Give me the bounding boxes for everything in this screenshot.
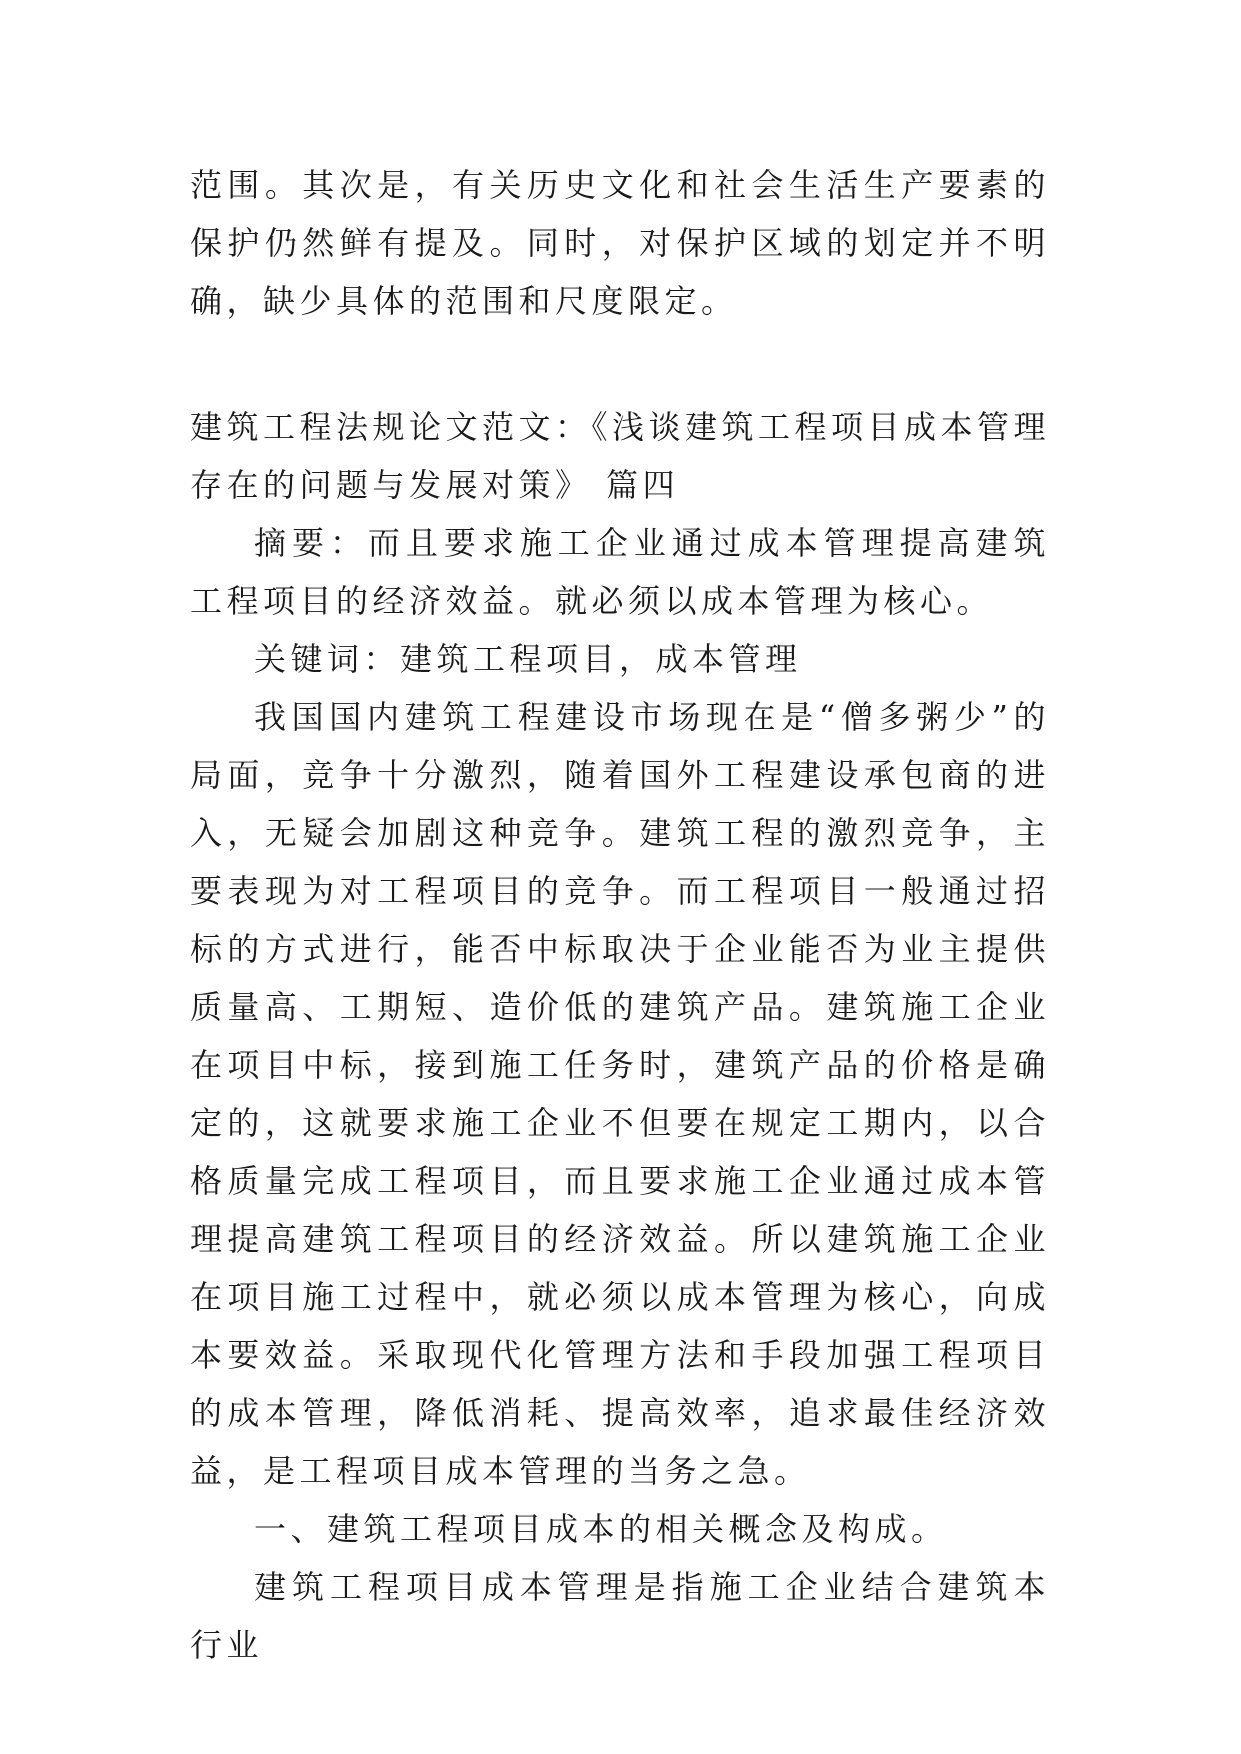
section-heading: 一、建筑工程项目成本的相关概念及构成。 — [254, 1510, 948, 1548]
document-body — [190, 156, 1050, 1674]
body-paragraph: 建筑工程项目成本管理是指施工企业结合建筑本行业 — [190, 1568, 1050, 1664]
article-title: 建筑工程法规论文范文：《浅谈建筑工程项目成本管理存在的问题与发展对策》 篇四 — [190, 408, 1051, 504]
abstract-paragraph: 摘要：而且要求施工企业通过成本管理提高建筑工程项目的经济效益。就必须以成本管理为核心。 — [190, 524, 1050, 620]
body-paragraph: 我国国内建筑工程建设市场现在是“僧多粥少”的局面，竞争十分激烈，随着国外工程建设承包商的进入，无疑会加剧这种竞争。建筑工程的激烈竞争，主要表现为对工程项目的竞争。而工程项目一般通过招标的方式进行，能否中标取决于企业能否为业主提供质量高、工期短、造价低的建筑产品。建筑施工企业在项目中标，接到施工任务时，建筑产品的价格是确定的，这就要求施工企业不但要在规定工期内，以合格质量完成工程项目，而且要求施工企业通过成本管理提高建筑工程项目的经济效益。所以建筑施工企业在项目施工过程中，就必须以成本管理为核心，向成本要效益。采取现代化管理方法和手段加强工程项目的成本管理，降低消耗、提高效率，追求最佳经济效益，是工程项目成本管理的当务之急。 — [190, 698, 1050, 1490]
keywords-paragraph: 关键词：建筑工程项目，成本管理 — [254, 640, 802, 678]
paragraph-continuation: 范围。其次是，有关历史文化和社会生活生产要素的保护仍然鲜有提及。同时，对保护区域的划定并不明确，缺少具体的范围和尺度限定。 — [190, 166, 1050, 320]
